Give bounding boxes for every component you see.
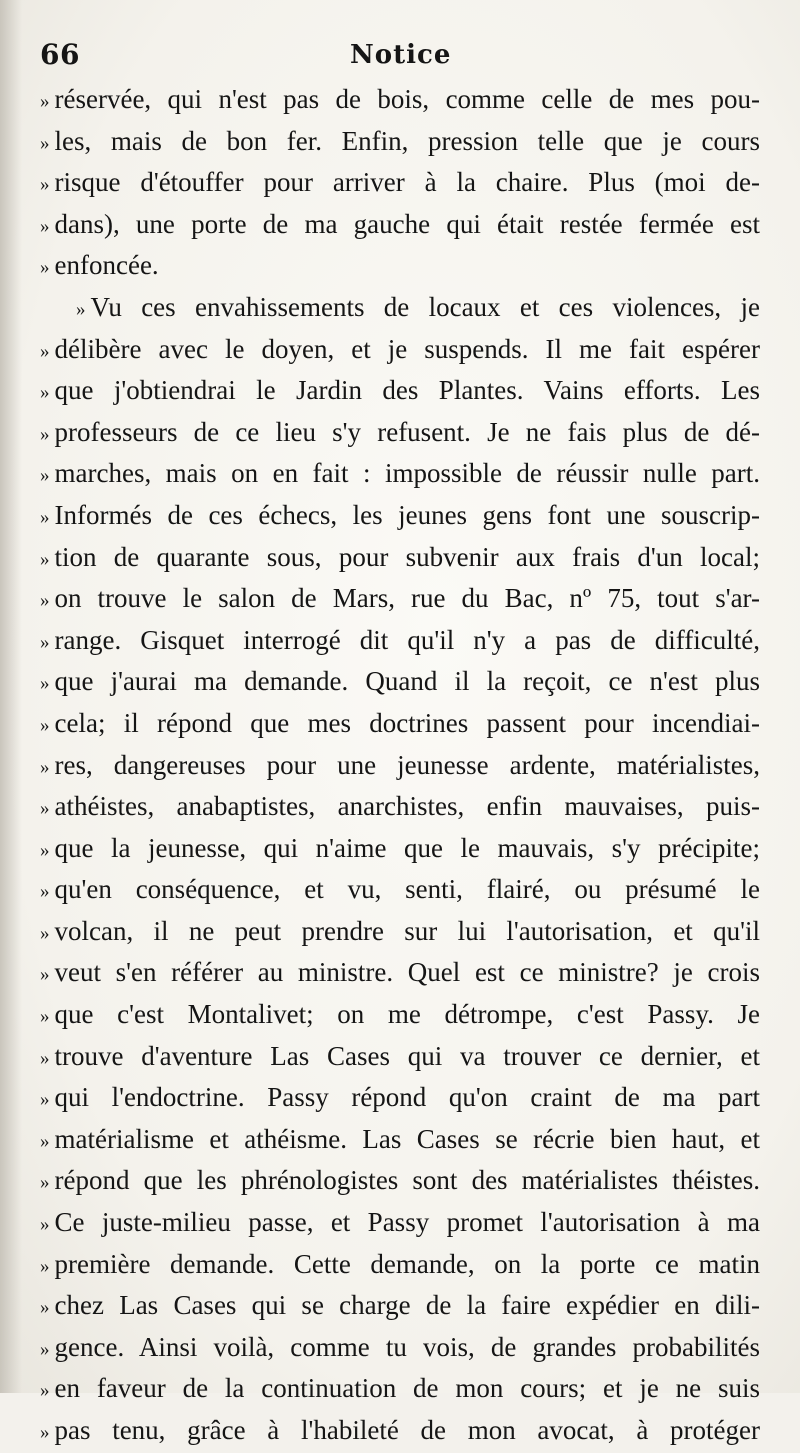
- line-text: répond que les phrénologistes sont des matérialistes théistes.: [54, 1165, 760, 1196]
- line-text: cela; il répond que mes doctrines passent pour incendiai-: [54, 707, 760, 738]
- quote-mark: »: [40, 215, 50, 237]
- quote-mark: »: [40, 1380, 50, 1402]
- quote-mark: »: [40, 631, 50, 653]
- quote-mark: »: [40, 382, 50, 404]
- quote-mark: »: [40, 132, 50, 154]
- text-line: [40, 246, 760, 288]
- quote-mark: »: [40, 1006, 50, 1028]
- text-line: [40, 163, 760, 205]
- quote-mark: »: [40, 506, 50, 528]
- text-line: [40, 413, 760, 455]
- line-text: risque d'étouffer pour arriver à la chaire. Plus (moi de-: [54, 167, 760, 198]
- quote-mark: »: [40, 257, 50, 279]
- line-text: dans), une porte de ma gauche qui était restée fermée est: [54, 208, 760, 239]
- text-line: [40, 538, 760, 580]
- text-line: [40, 1161, 760, 1203]
- text-line: [40, 704, 760, 746]
- line-text: première demande. Cette demande, on la porte ce matin: [54, 1248, 760, 1279]
- quote-mark: »: [40, 1172, 50, 1194]
- line-text: qui l'endoctrine. Passy répond qu'on craint de ma part: [54, 1082, 760, 1113]
- quote-mark: »: [40, 1338, 50, 1360]
- line-text: veut s'en référer au ministre. Quel est ce ministre? je crois: [54, 957, 760, 988]
- text-line: [40, 80, 760, 122]
- line-text: réservée, qui n'est pas de bois, comme celle de mes pou-: [54, 84, 760, 114]
- quote-mark: »: [40, 839, 50, 861]
- line-text: res, dangereuses pour une jeunesse ardente, matérialistes,: [54, 749, 760, 780]
- text-line: [40, 579, 760, 621]
- quote-mark: »: [40, 1047, 50, 1069]
- quote-mark: »: [40, 174, 50, 196]
- line-text: matérialisme et athéisme. Las Cases se récrie bien haut, et: [54, 1123, 760, 1154]
- line-text: range. Gisquet interrogé dit qu'il n'y a pas de difficulté,: [54, 624, 760, 655]
- text-line: [40, 454, 760, 496]
- quote-mark: »: [40, 922, 50, 944]
- text-line: [40, 1369, 760, 1411]
- line-text: volcan, il ne peut prendre sur lui l'autorisation, et qu'il: [54, 915, 760, 946]
- line-text: trouve d'aventure Las Cases qui va trouver ce dernier, et: [54, 1040, 760, 1071]
- quote-mark: »: [40, 1089, 50, 1111]
- text-line: [40, 662, 760, 704]
- line-text: que j'aurai ma demande. Quand il la reçoit, ce n'est plus: [54, 666, 760, 697]
- text-line: [40, 995, 760, 1037]
- body-text: [40, 80, 760, 1453]
- line-text: que c'est Montalivet; on me détrompe, c'est Passy. Je: [54, 999, 760, 1030]
- quote-mark: »: [40, 340, 50, 362]
- line-text: tion de quarante sous, pour subvenir aux frais d'un local;: [54, 541, 760, 572]
- page-header: [0, 38, 800, 80]
- quote-mark: »: [40, 964, 50, 986]
- text-line: [40, 912, 760, 954]
- text-line: [40, 787, 760, 829]
- quote-mark: »: [40, 423, 50, 445]
- line-text: qu'en conséquence, et vu, senti, flairé, ou présumé le: [54, 874, 760, 905]
- text-line: [40, 496, 760, 538]
- line-text: marches, mais on en fait : impossible de réussir nulle part.: [54, 458, 760, 489]
- quote-mark: »: [76, 298, 86, 320]
- text-line: [40, 1245, 760, 1287]
- text-line: [40, 870, 760, 912]
- quote-mark: »: [40, 1255, 50, 1277]
- line-text: Informés de ces échecs, les jeunes gens font une souscrip-: [54, 499, 760, 530]
- line-text: en faveur de la continuation de mon cours; et je ne suis: [54, 1373, 760, 1404]
- text-line: [40, 205, 760, 247]
- quote-mark: »: [40, 756, 50, 778]
- line-text: enfoncée.: [54, 250, 159, 281]
- line-text: que la jeunesse, qui n'aime que le mauvais, s'y précipite;: [54, 832, 760, 863]
- line-text: pas tenu, grâce à l'habileté de mon avocat, à protéger: [54, 1415, 760, 1445]
- text-line: [40, 746, 760, 788]
- text-line: [40, 1120, 760, 1162]
- text-line: [40, 1411, 760, 1453]
- quote-mark: »: [40, 590, 50, 612]
- line-text: les, mais de bon fer. Enfin, pression telle que je cours: [54, 125, 760, 156]
- quote-mark: »: [40, 714, 50, 736]
- text-line: [40, 1037, 760, 1079]
- text-line: [40, 829, 760, 871]
- quote-mark: »: [40, 91, 50, 112]
- quote-mark: »: [40, 1130, 50, 1152]
- paragraph-start-line: [40, 288, 760, 330]
- quote-mark: »: [40, 1214, 50, 1236]
- quote-mark: »: [40, 673, 50, 695]
- line-text: Ce juste-milieu passe, et Passy promet l'autorisation à ma: [54, 1207, 760, 1238]
- page-gutter-shadow: [0, 0, 22, 1393]
- text-line: [40, 1286, 760, 1328]
- quote-mark: »: [40, 798, 50, 820]
- line-text: athéistes, anabaptistes, anarchistes, enfin mauvaises, puis-: [54, 791, 760, 822]
- text-line: [40, 1328, 760, 1370]
- line-text: gence. Ainsi voilà, comme tu vois, de grandes probabilités: [54, 1331, 760, 1362]
- quote-mark: »: [40, 548, 50, 570]
- line-text: on trouve le salon de Mars, rue du Bac, nº 75, tout s'ar-: [54, 583, 760, 614]
- text-line: [40, 371, 760, 413]
- quote-mark: »: [40, 1297, 50, 1319]
- line-text: délibère avec le doyen, et je suspends. Il me fait espérer: [54, 333, 760, 364]
- text-line: [40, 1203, 760, 1245]
- line-text: Vu ces envahissements de locaux et ces violences, je: [90, 291, 760, 322]
- running-title: Notice: [350, 40, 452, 70]
- page-number: 66: [40, 38, 80, 71]
- text-line: [40, 1078, 760, 1120]
- line-text: que j'obtiendrai le Jardin des Plantes. Vains efforts. Les: [54, 375, 760, 406]
- quote-mark: »: [40, 1422, 50, 1443]
- text-line: [40, 330, 760, 372]
- line-text: professeurs de ce lieu s'y refusent. Je ne fais plus de dé-: [54, 416, 760, 447]
- text-line: [40, 621, 760, 663]
- line-text: chez Las Cases qui se charge de la faire expédier en dili-: [54, 1290, 760, 1321]
- quote-mark: »: [40, 881, 50, 903]
- text-line: [40, 953, 760, 995]
- text-line: [40, 122, 760, 164]
- quote-mark: »: [40, 465, 50, 487]
